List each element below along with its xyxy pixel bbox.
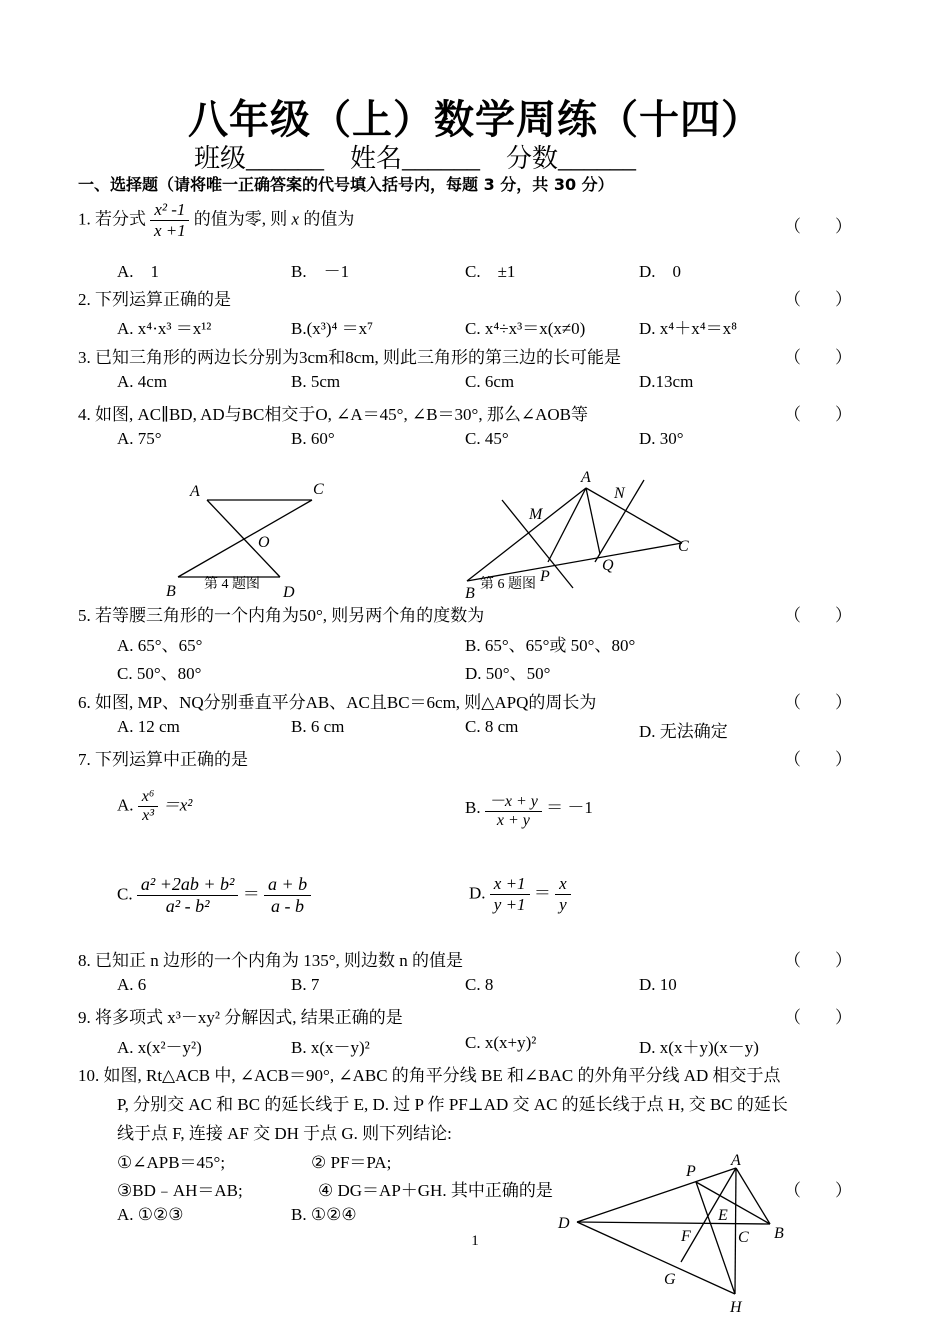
q9-option-b: B. x(x－y)² [291,1038,370,1057]
segment-bc [178,500,312,577]
q10-conclusion-3: ③BD﹣AH＝AB; [117,1181,243,1200]
point-label-d: D [558,1215,570,1232]
segment-ab [736,1168,770,1224]
q4-option-b: B. 60° [291,429,335,448]
q4-option-c: C. 45° [465,429,509,448]
question-9-stem: 9. 将多项式 x³－xy² 分解因式, 结果正确的是 [78,1008,403,1027]
question-4-stem: 4. 如图, AC∥BD, AD与BC相交于O, ∠A＝45°, ∠B＝30°, 那么∠AOB等 [78,405,588,424]
segment-da [577,1168,736,1222]
point-label-b: B [465,585,475,602]
q4-option-a: A. 75° [117,429,162,448]
point-label-m: M [529,506,543,523]
point-label-a: A [731,1152,741,1169]
q1-option-a: A. 1 [117,262,160,281]
point-label-c: C [738,1229,749,1246]
q10-conclusion-4: ④ DG＝AP＋GH. 其中正确的是 [318,1181,553,1200]
answer-parens-5[interactable]: （ ） [784,606,852,625]
figure-6-caption: 第 6 题图 [480,577,536,592]
figure-4-caption: 第 4 题图 [204,577,260,592]
q1-option-b: B. －1 [291,262,350,281]
point-label-o: O [258,534,270,551]
segment-db [577,1222,770,1224]
section-heading: 一、选择题（请将唯一正确答案的代号填入括号内，每题 3 分，共 30 分） [78,175,614,194]
q1-fraction-denominator: x +1 [154,221,186,240]
answer-parens-4[interactable]: （ ） [784,405,852,424]
page-title: 八年级（上）数学周练（十四） [188,97,762,143]
q6-option-a: A. 12 cm [117,717,180,736]
point-label-n: N [614,485,625,502]
question-10-line-3: 线于点 F, 连接 AF 交 DH 于点 G. 则下列结论: [117,1124,452,1143]
q10-conclusion-2: ② PF＝PA; [311,1153,392,1172]
question-5-stem: 5. 若等腰三角形的一个内角为50°, 则另两个角的度数为 [78,606,485,625]
q9-option-c: C. x(x+y)² [465,1033,537,1052]
point-label-e: E [718,1207,728,1224]
segment-bc [467,543,682,581]
answer-parens-9[interactable]: （ ） [784,1008,852,1027]
q1-fraction-numerator: x² -1 [150,200,189,221]
point-label-a: A [190,483,200,500]
q1-option-c: C. ±1 [465,262,516,281]
answer-parens-2[interactable]: （ ） [784,290,852,309]
point-label-h: H [730,1299,742,1316]
q7-option-b: B. $\frac{-x + y}{x + y}$ ＝ －1 [465,788,593,830]
question-7-stem: 7. 下列运算中正确的是 [78,750,248,769]
question-1-stem: 1. 若分式 $\frac{\text{x² -1}}{x +1}$ 的值为零, 则 x 的值为 [78,200,355,240]
q2-option-d: D. x⁴＋x⁴＝x⁸ [639,319,738,338]
point-label-f: F [681,1228,691,1245]
q9-option-d: D. x(x＋y)(x－y) [639,1038,759,1057]
question-10-line-1: 10. 如图, Rt△ACB 中, ∠ACB＝90°, ∠ABC 的角平分线 BE 和∠BAC 的外角平分线 AD 相交于点 [78,1066,781,1085]
q8-option-a: A. 6 [117,975,147,994]
q10-option-b: B. ①②④ [291,1205,357,1224]
segment-ah [735,1168,736,1294]
question-3-stem: 3. 已知三角形的两边长分别为3cm和8cm, 则此三角形的第三边的长可能是 [78,348,622,367]
q7-option-a: A. $\frac{\text{x⁶}}{\text{x³}}$ ＝x² [117,788,193,824]
q10-option-a: A. ①②③ [117,1205,184,1224]
q10-conclusion-1: ①∠APB＝45°; [117,1153,226,1172]
point-label-p: P [686,1163,696,1180]
point-label-g: G [664,1271,676,1288]
answer-parens-3[interactable]: （ ） [784,348,852,367]
q3-option-b: B. 5cm [291,372,341,391]
q7-option-d: D. $\frac{x +1}{y +1}$ ＝ $\frac{x}{y}$ [469,874,571,915]
answer-parens-6[interactable]: （ ） [784,693,852,712]
point-label-b: B [166,583,176,600]
figure-q4 [160,470,340,600]
q8-option-d: D. 10 [639,975,677,994]
q5-option-c: C. 50°、80° [117,664,202,683]
question-6-stem: 6. 如图, MP、NQ分别垂直平分AB、AC且BC＝6cm, 则△APQ的周长为 [78,693,597,712]
q3-option-d: D.13cm [639,372,694,391]
point-label-b: B [774,1225,784,1242]
segment-ap [548,488,586,562]
point-label-p: P [540,568,550,585]
point-label-c: C [313,481,324,498]
q3-option-c: C. 6cm [465,372,515,391]
q4-option-d: D. 30° [639,429,684,448]
q6-option-c: C. 8 cm [465,717,519,736]
q7-option-c: C. $\frac{\text{a² +2ab + b²}}{\text{a² - b²}}$ ＝ $\frac{a + b}{a - b}$ [117,874,311,917]
answer-parens-8[interactable]: （ ） [784,951,852,970]
q5-option-b: B. 65°、65°或 50°、80° [465,636,636,655]
point-label-a: A [581,469,591,486]
q8-option-c: C. 8 [465,975,494,994]
q1-option-d: D. 0 [639,262,682,281]
point-label-c: C [678,538,689,555]
q6-option-b: B. 6 cm [291,717,345,736]
student-info-line: 班级______ 姓名______ 分数______ [193,144,636,173]
page-number: 1 [471,1233,479,1249]
answer-parens-7[interactable]: （ ） [784,750,852,769]
q3-option-a: A. 4cm [117,372,168,391]
point-label-q: Q [602,557,614,574]
point-label-d: D [283,584,295,600]
q6-option-d: D. 无法确定 [639,722,728,741]
segment-aq [586,488,600,554]
q5-option-a: A. 65°、65° [117,636,203,655]
q5-option-d: D. 50°、50° [465,664,551,683]
q2-option-c: C. x⁴÷x³＝x(x≠0) [465,319,586,338]
q9-option-a: A. x(x²－y²) [117,1038,202,1057]
q2-option-b: B.(x³)⁴ ＝x⁷ [291,319,374,338]
segment-ab [467,488,586,581]
q8-option-b: B. 7 [291,975,320,994]
answer-parens-1[interactable]: （ ） [784,217,852,236]
question-2-stem: 2. 下列运算正确的是 [78,290,231,309]
answer-parens-10[interactable]: （ ） [784,1181,852,1200]
figure-q6 [455,462,705,602]
q2-option-a: A. x⁴·x³ ＝x¹² [117,319,212,338]
question-8-stem: 8. 已知正 n 边形的一个内角为 135°, 则边数 n 的值是 [78,951,464,970]
question-10-line-2: P, 分别交 AC 和 BC 的延长线于 E, D. 过 P 作 PF⊥AD 交 AC 的延长线于点 H, 交 BC 的延长 [117,1095,788,1114]
